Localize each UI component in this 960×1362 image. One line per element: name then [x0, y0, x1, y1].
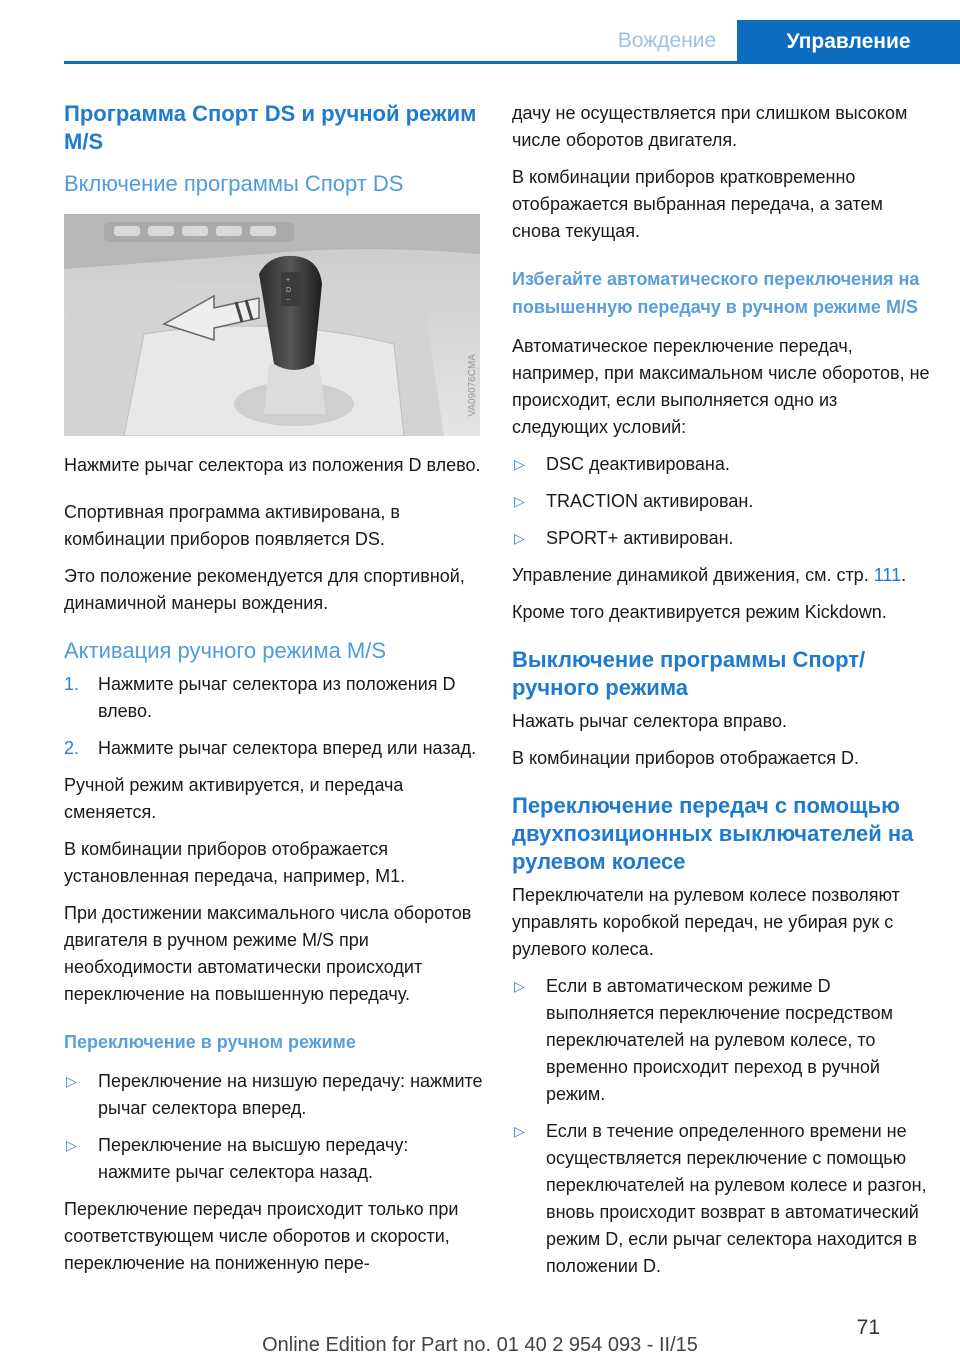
paragraph: Нажать рычаг селектора вправо. [512, 711, 787, 731]
paragraph: Это положение рекомендуется для спортивной, динамичной манеры вождения. [64, 566, 465, 613]
paragraph: Спортивная программа активирована, в комбинации приборов появляется DS. [64, 502, 400, 549]
page-link[interactable]: 111 [873, 565, 902, 585]
list-item [512, 973, 932, 1108]
bullet-triangle-icon: ▷ [514, 1123, 525, 1139]
bullet-triangle-icon: ▷ [514, 530, 525, 546]
condition-list [512, 451, 932, 552]
svg-text:D: D [286, 287, 292, 294]
tab-controls[interactable]: Управление [737, 20, 960, 64]
right-column [512, 100, 932, 1290]
paragraph: дачу не осуществляется при слишком высоком числе оборотов двигателя. [512, 103, 908, 150]
bullet-triangle-icon: ▷ [514, 493, 525, 509]
section-title: Программа Спорт DS и ручной режим M/S [64, 101, 477, 154]
text: . [901, 565, 907, 585]
list-item [64, 1068, 484, 1122]
figure-code: VA09076CMA [467, 354, 478, 417]
list-item [64, 735, 484, 762]
bullet-triangle-icon: ▷ [66, 1137, 77, 1153]
paragraph-with-link [512, 562, 932, 589]
bullet-triangle-icon: ▷ [514, 978, 525, 994]
subheading-manual-shift: Переключение в ручном режиме [64, 1032, 356, 1052]
paragraph: В комбинации приборов кратковременно отображается выбранная передача, а затем снова текущая. [512, 167, 883, 241]
bullet-text: Если в течение определенного времени не осуществляется переключение с помощью переключателей на рулевом колесе и разгон, вновь происходит возврат в автоматический режим D, если рычаг селектора находится в положении D. [546, 1121, 927, 1276]
gear-selector-illustration [64, 214, 480, 436]
list-item [512, 1118, 932, 1280]
bullet-text: Если в автоматическом режиме D выполняется переключение посредством переключателей на рулевом колесе, то временно происходит переход в ручной режим. [546, 976, 893, 1104]
subheading-manual-mode: Активация ручного режима M/S [64, 638, 387, 663]
page-number: 71 [856, 1316, 880, 1339]
step-number: 1. [64, 674, 80, 694]
bullet-text: TRACTION активирован. [546, 491, 754, 511]
paragraph: Кроме того деактивируется режим Kickdown. [512, 602, 887, 622]
bullet-triangle-icon: ▷ [66, 1073, 77, 1089]
page-header [0, 0, 960, 64]
list-item [64, 671, 484, 725]
paragraph: При достижении максимального числа оборотов двигателя в ручном режиме M/S при необходимости автоматически происходит переключение на повышенную передачу. [64, 903, 472, 1004]
list-item [512, 488, 932, 515]
svg-text:+: + [286, 277, 291, 284]
list-item [512, 525, 932, 552]
paragraph: Ручной режим активируется, и передача сменяется. [64, 775, 404, 822]
text: Управление динамикой движения, см. стр. [512, 565, 869, 585]
paragraph: Автоматическое переключение передач, например, при максимальном числе оборотов, не происходит, если выполняется одно из следующих условий: [512, 336, 930, 437]
step-text: Нажмите рычаг селектора из положения D влево. [98, 674, 456, 721]
step-number: 2. [64, 738, 80, 758]
subheading-paddle-shift: Переключение передач с помощью двухпозиционных выключателей на рулевом колесе [512, 793, 914, 874]
list-item [64, 1132, 484, 1186]
list-item [512, 451, 932, 478]
subheading-avoid-upshift: Избегайте автоматического переключения на повышенную передачу в ручном режиме M/S [512, 269, 920, 317]
paragraph: Переключатели на рулевом колесе позволяют управлять коробкой передач, не убирая рук с рулевого колеса. [512, 885, 900, 959]
paragraph: Переключение передач происходит только при соответствующем числе оборотов и скорости, переключение на пониженную пере- [64, 1199, 459, 1273]
header-rule [64, 61, 960, 64]
bullet-text: SPORT+ активирован. [546, 528, 734, 548]
bullet-list [64, 1068, 484, 1186]
paragraph: В комбинации приборов отображается установленная передача, например, M1. [64, 839, 406, 886]
subheading-sport-off: Выключение программы Спорт/ручного режима [512, 647, 866, 700]
bullet-triangle-icon: ▷ [514, 456, 525, 472]
bullet-text: Переключение на низшую передачу: нажмите рычаг селектора вперед. [98, 1071, 483, 1118]
gear-selector-figure [64, 214, 480, 436]
svg-text:−: − [286, 297, 291, 304]
bullet-text: DSC деактивирована. [546, 454, 730, 474]
bullet-text: Переключение на высшую передачу: нажмите рычаг селектора назад. [98, 1135, 409, 1182]
edition-footer: Online Edition for Part no. 01 40 2 954 093 - II/15 [262, 1334, 698, 1356]
left-column [64, 100, 484, 1287]
step-text: Нажмите рычаг селектора вперед или назад. [98, 738, 477, 758]
paddle-list [512, 973, 932, 1280]
paragraph: Нажмите рычаг селектора из положения D влево. [64, 455, 481, 475]
tab-driving[interactable]: Вождение [617, 28, 717, 52]
paragraph: В комбинации приборов отображается D. [512, 748, 859, 768]
steps-list [64, 671, 484, 762]
subheading-sport-on: Включение программы Спорт DS [64, 171, 404, 196]
